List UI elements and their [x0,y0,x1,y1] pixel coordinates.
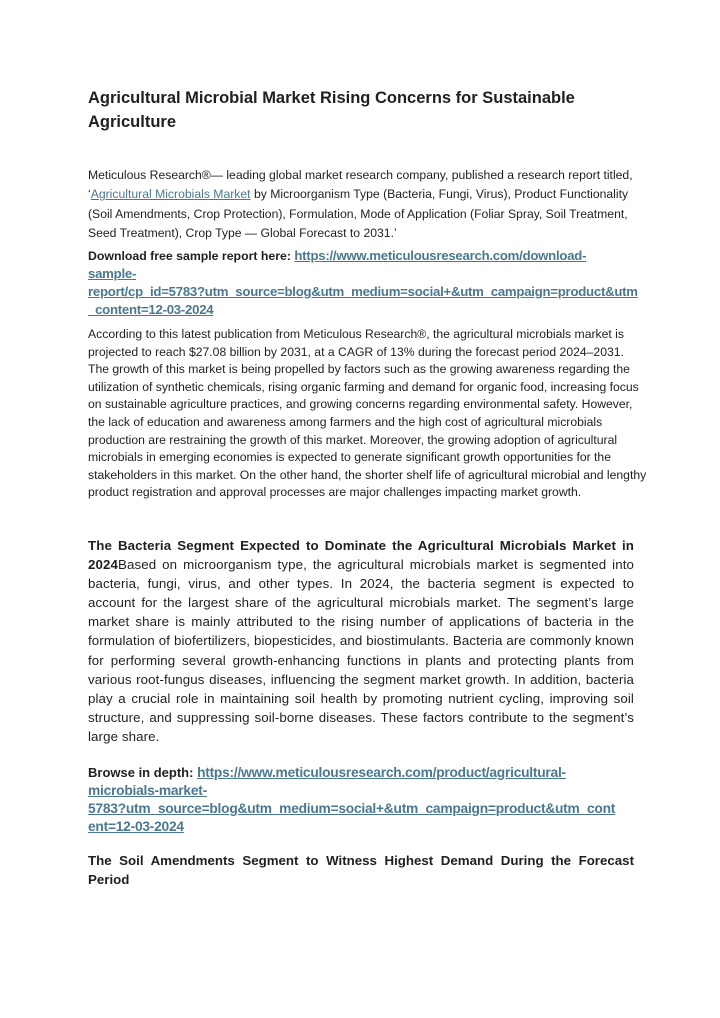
download-url-line: _content=12-03-2024 [88,302,214,317]
intro-text-end: by Microorganism Type (Bacteria, Fungi, Virus), Product Functionality (Soil Amendments, Crop Protection), Formulation, Mode of Application (Foliar Spray, Soil Treatment, Seed Treatment), Crop Type — Global Forecast to 2031.’ [88,187,629,240]
bacteria-body: Based on microorganism type, the agricultural microbials market is segmented into bacteria, fungi, virus, and other types. In 2024, the bacteria segment is expected to account for the largest share of the agricultural microbials market. The segment’s large market share is mainly attributed to the rising number of applications of bacteria in the formulation of biofertilizers, biopesticides, and biostimulants. Bacteria are commonly known for performing several growth-enhancing functions in plants and protecting plants from various root-fungus diseases, influencing the segment market growth. In addition, bacteria play a crucial role in maintaining soil health by promoting nutrient cycling, improving soil structure, and suppressing soil-borne diseases. These factors contribute to the segment’s large share. [88,557,634,744]
browse-in-depth-block [88,764,648,836]
browse-label: Browse in depth: [88,765,198,780]
bacteria-section [88,536,634,746]
intro-paragraph [88,166,648,243]
market-report-link[interactable]: Agricultural Microbials Market [90,187,251,202]
soil-amendments-heading: The Soil Amendments Segment to Witness Highest Demand During the Forecast Period [88,853,634,888]
download-url-line: https://www.meticulousresearch.com/download- [294,248,587,263]
browse-url-line: ent=12-03-2024 [88,819,184,834]
overview-paragraph: According to this latest publication from Meticulous Research®, the agricultural microbials market is projected to reach $27.08 billion by 2031, at a CAGR of 13% during the forecast period 2024–2031. The growth of this market is being propelled by factors such as the growing awareness regarding the utilization of synthetic chemicals, rising organic farming and demand for organic food, increasing focus on sustainable agriculture practices, and growing concerns regarding environmental safety. However, the lack of education and awareness among farmers and the high cost of agricultural microbials production are restraining the growth of this market. Moreover, the growing adoption of agricultural microbials in emerging economies is expected to generate significant growth opportunities for the stakeholders in this market. On the other hand, the shorter shelf life of agricultural microbial and lengthy product registration and approval processes are major challenges impacting market growth. [88,327,647,500]
download-url-line: report/cp_id=5783?utm_source=blog&utm_medium=social+&utm_campaign=product&utm [88,284,638,299]
page-title: Agricultural Microbial Market Rising Concerns for Sustainable Agriculture [88,89,575,131]
download-label: Download free sample report here: [88,249,295,263]
browse-url-line: microbials-market- [88,783,207,798]
download-url-line: sample- [88,266,137,281]
download-sample-block [88,247,648,319]
browse-url-line: 5783?utm_source=blog&utm_medium=social+&utm_campaign=product&utm_cont [88,801,616,816]
bacteria-heading: The Bacteria Segment Expected to Dominate the Agricultural Microbials Market in 2024 [88,538,634,573]
browse-url-line: https://www.meticulousresearch.com/product/agricultural- [197,765,566,780]
intro-text-start: Meticulous Research®— leading global market research company, published a research report titled, ‘ [88,168,633,202]
